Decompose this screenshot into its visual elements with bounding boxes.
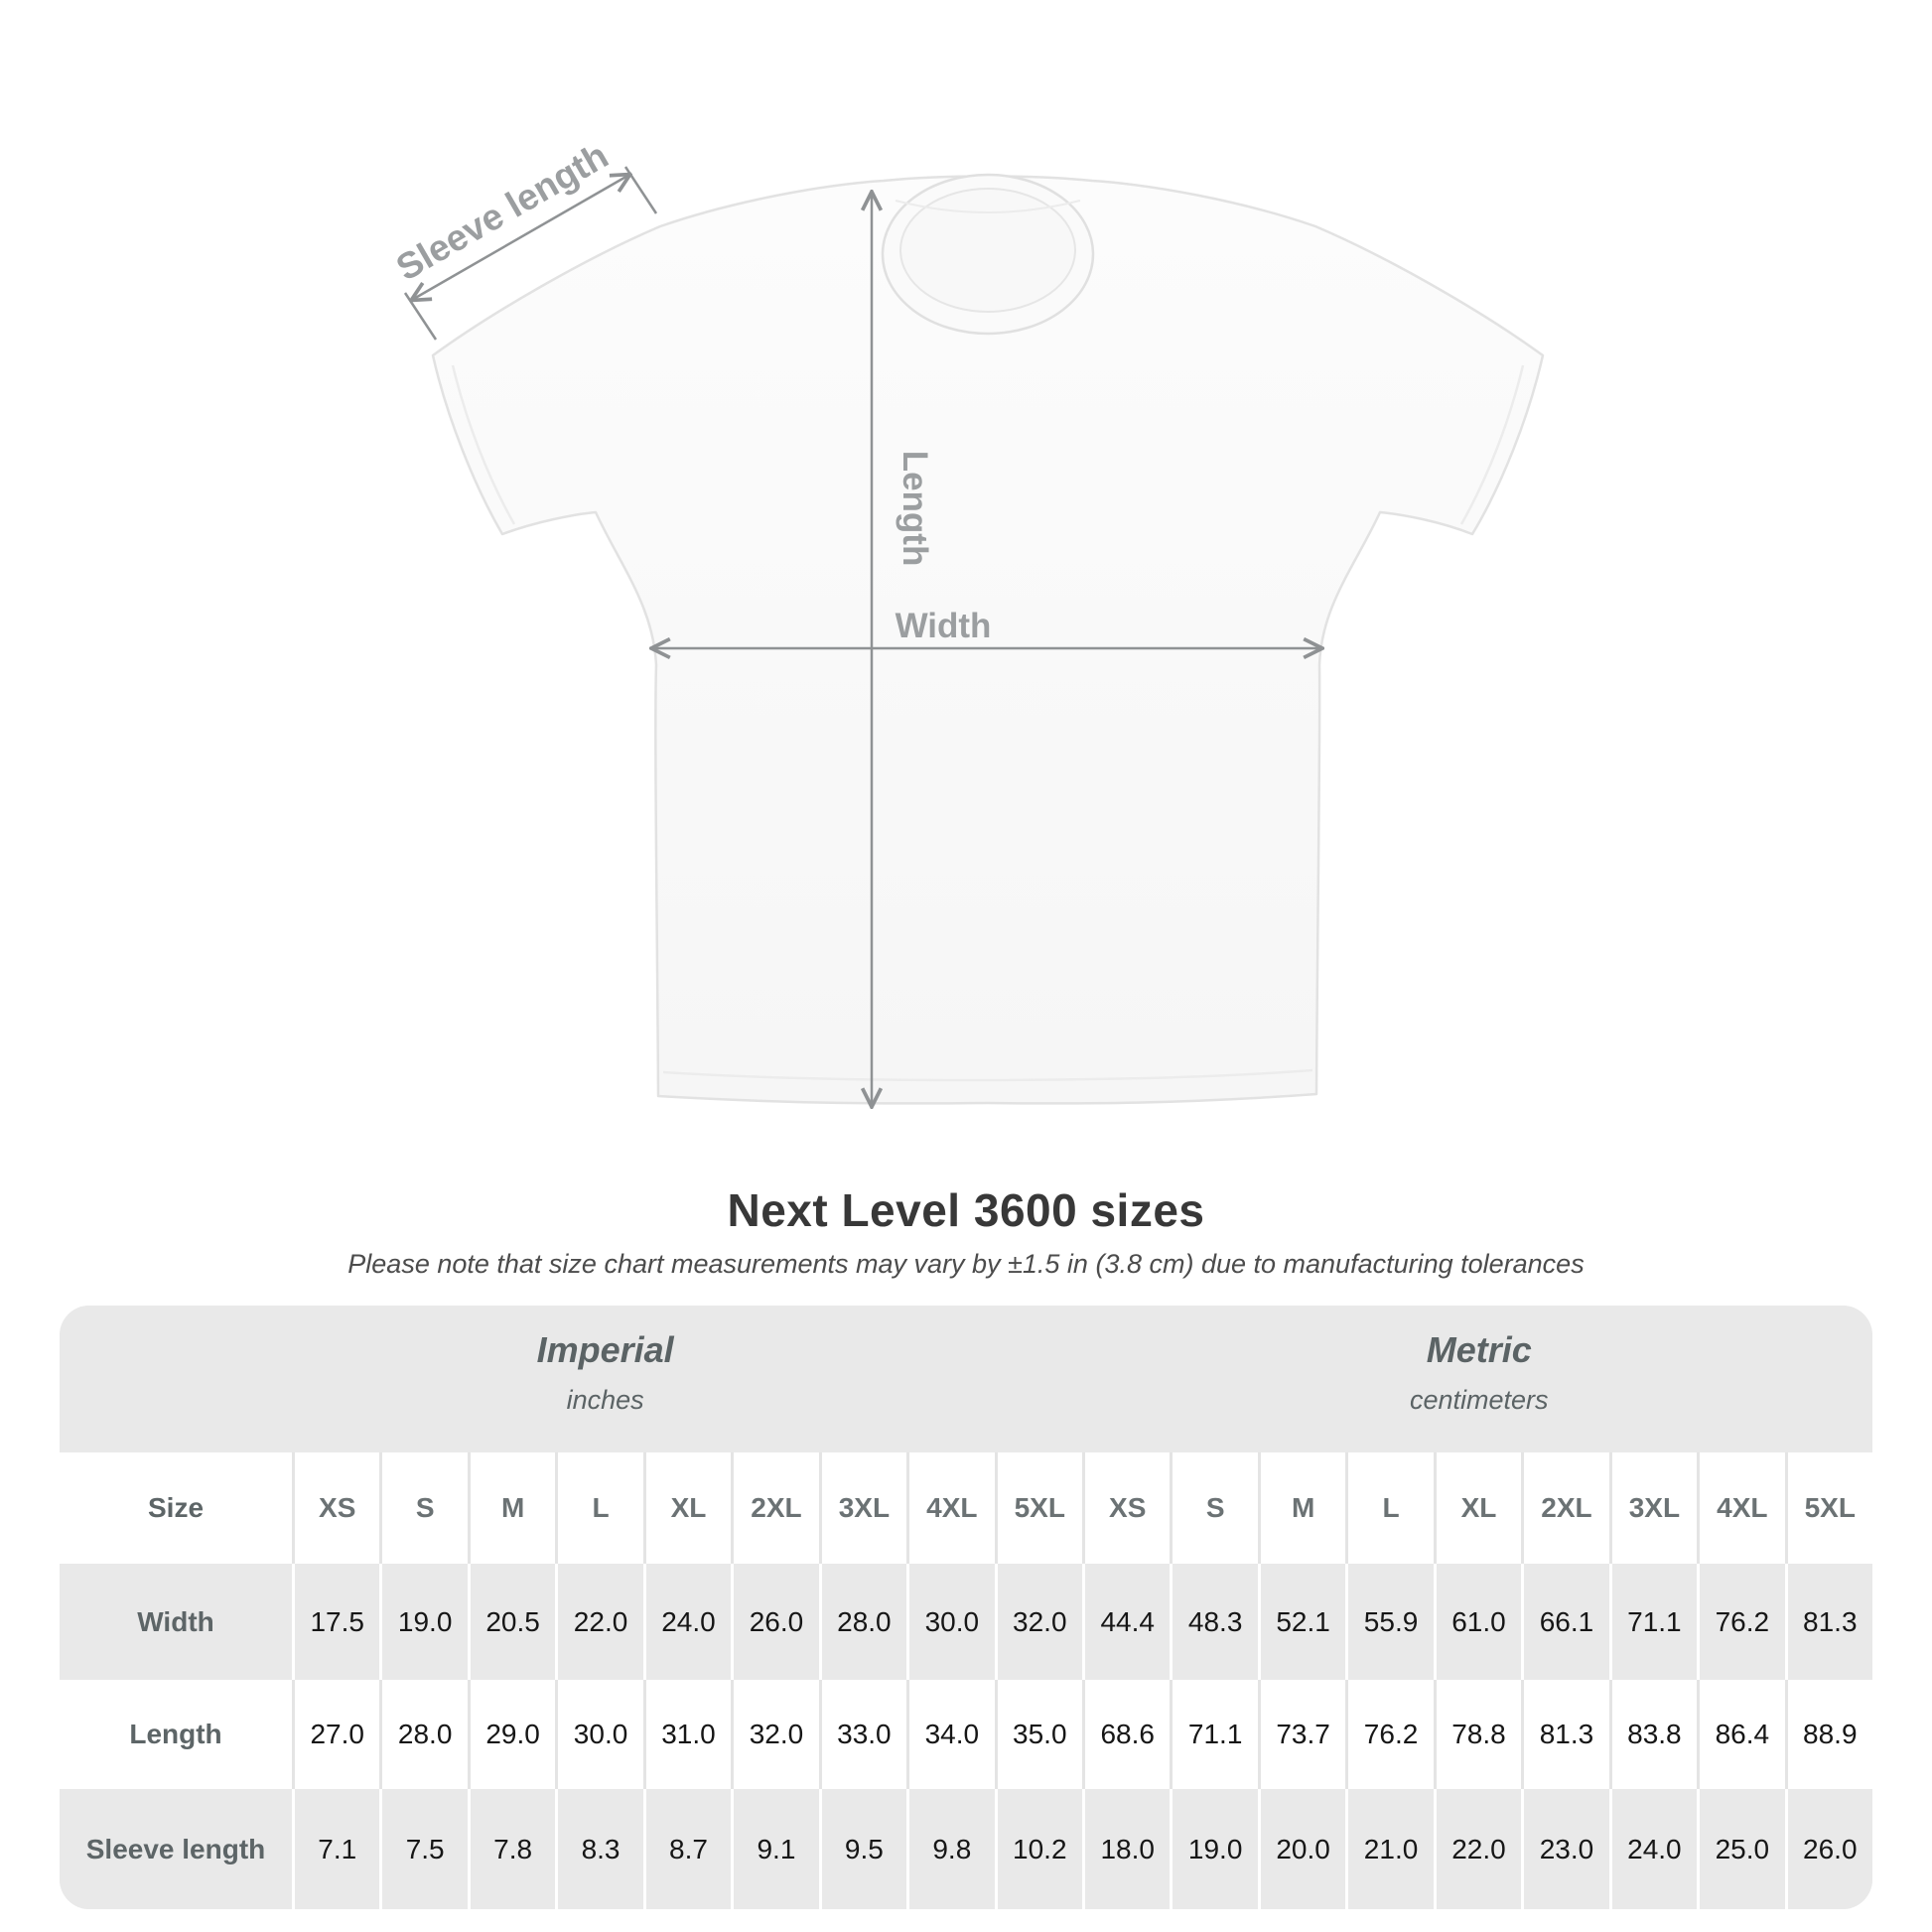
value-cell: 22.0	[1434, 1789, 1521, 1909]
value-cell: 83.8	[1609, 1680, 1697, 1789]
sleeve-arrow-tick-top	[625, 167, 656, 213]
value-cell: 21.0	[1345, 1789, 1433, 1909]
size-header-cell: 3XL	[1609, 1452, 1697, 1564]
value-cell: 20.5	[468, 1564, 555, 1680]
page-title: Next Level 3600 sizes	[727, 1184, 1205, 1236]
value-cell: 26.0	[731, 1564, 818, 1680]
row-label: Length	[60, 1680, 292, 1789]
value-cell: 35.0	[995, 1680, 1082, 1789]
unit-group-header	[60, 1306, 1872, 1452]
value-cell: 27.0	[292, 1680, 379, 1789]
sleeve-arrow-tick-bottom	[405, 293, 436, 340]
size-header-cell: S	[379, 1452, 467, 1564]
value-cell: 7.8	[468, 1789, 555, 1909]
value-cell: 34.0	[906, 1680, 994, 1789]
size-header-cell: 4XL	[1697, 1452, 1784, 1564]
value-cell: 32.0	[731, 1680, 818, 1789]
size-header-cell: XL	[643, 1452, 731, 1564]
length-label: Length	[896, 450, 934, 567]
value-cell: 24.0	[643, 1564, 731, 1680]
value-cell: 10.2	[995, 1789, 1082, 1909]
value-cell: 23.0	[1521, 1789, 1608, 1909]
size-header-cell: 5XL	[995, 1452, 1082, 1564]
value-cell: 55.9	[1345, 1564, 1433, 1680]
value-cell: 48.3	[1170, 1564, 1257, 1680]
metric-unit-label: centimeters	[1409, 1385, 1549, 1415]
value-cell: 28.0	[819, 1564, 906, 1680]
value-cell: 73.7	[1258, 1680, 1345, 1789]
tshirt-diagram	[387, 129, 1559, 1172]
value-cell: 9.1	[731, 1789, 818, 1909]
value-cell: 68.6	[1082, 1680, 1170, 1789]
value-cell: 66.1	[1521, 1564, 1608, 1680]
size-header-cell: L	[555, 1452, 642, 1564]
size-header-cell: M	[1258, 1452, 1345, 1564]
value-cell: 7.5	[379, 1789, 467, 1909]
row-label: Sleeve length	[60, 1789, 292, 1909]
width-label: Width	[895, 607, 992, 645]
value-cell: 8.3	[555, 1789, 642, 1909]
value-cell: 76.2	[1345, 1680, 1433, 1789]
value-cell: 78.8	[1434, 1680, 1521, 1789]
size-header-cell: M	[468, 1452, 555, 1564]
size-header-cell: 5XL	[1785, 1452, 1872, 1564]
value-cell: 31.0	[643, 1680, 731, 1789]
size-header-cell: 2XL	[731, 1452, 818, 1564]
value-cell: 71.1	[1170, 1680, 1257, 1789]
size-header-cell: S	[1170, 1452, 1257, 1564]
size-header-cell: XS	[292, 1452, 379, 1564]
value-cell: 19.0	[1170, 1789, 1257, 1909]
row-label: Width	[60, 1564, 292, 1680]
value-cell: 22.0	[555, 1564, 642, 1680]
sleeve-length-label: Sleeve length	[389, 134, 616, 289]
value-cell: 88.9	[1785, 1680, 1872, 1789]
size-header-cell: 3XL	[819, 1452, 906, 1564]
size-header-cell: XL	[1434, 1452, 1521, 1564]
value-cell: 76.2	[1697, 1564, 1784, 1680]
value-cell: 81.3	[1521, 1680, 1608, 1789]
value-cell: 7.1	[292, 1789, 379, 1909]
value-cell: 81.3	[1785, 1564, 1872, 1680]
value-cell: 24.0	[1609, 1789, 1697, 1909]
value-cell: 18.0	[1082, 1789, 1170, 1909]
size-header-cell: 2XL	[1521, 1452, 1608, 1564]
value-cell: 71.1	[1609, 1564, 1697, 1680]
value-cell: 19.0	[379, 1564, 467, 1680]
tolerance-note: Please note that size chart measurements may vary by ±1.5 in (3.8 cm) due to manufacturing tolerances	[347, 1249, 1585, 1279]
value-cell: 28.0	[379, 1680, 467, 1789]
value-cell: 8.7	[643, 1789, 731, 1909]
value-cell: 30.0	[555, 1680, 642, 1789]
value-cell: 30.0	[906, 1564, 994, 1680]
value-cell: 9.5	[819, 1789, 906, 1909]
imperial-group-header	[537, 1329, 674, 1416]
imperial-label: Imperial	[536, 1329, 674, 1370]
size-header-cell: XS	[1082, 1452, 1170, 1564]
value-cell: 25.0	[1697, 1789, 1784, 1909]
value-cell: 52.1	[1258, 1564, 1345, 1680]
value-cell: 17.5	[292, 1564, 379, 1680]
value-cell: 26.0	[1785, 1789, 1872, 1909]
tshirt-illustration	[387, 129, 1559, 1172]
value-cell: 86.4	[1697, 1680, 1784, 1789]
value-cell: 29.0	[468, 1680, 555, 1789]
row-label: Size	[60, 1452, 292, 1564]
imperial-unit-label: inches	[566, 1385, 644, 1415]
value-cell: 61.0	[1434, 1564, 1521, 1680]
size-table	[60, 1306, 1872, 1909]
value-cell: 44.4	[1082, 1564, 1170, 1680]
value-cell: 33.0	[819, 1680, 906, 1789]
metric-label: Metric	[1426, 1329, 1532, 1370]
value-cell: 20.0	[1258, 1789, 1345, 1909]
size-header-cell: 4XL	[906, 1452, 994, 1564]
metric-group-header	[1410, 1329, 1549, 1416]
value-cell: 32.0	[995, 1564, 1082, 1680]
value-cell: 9.8	[906, 1789, 994, 1909]
size-grid	[60, 1452, 1872, 1909]
size-header-cell: L	[1345, 1452, 1433, 1564]
